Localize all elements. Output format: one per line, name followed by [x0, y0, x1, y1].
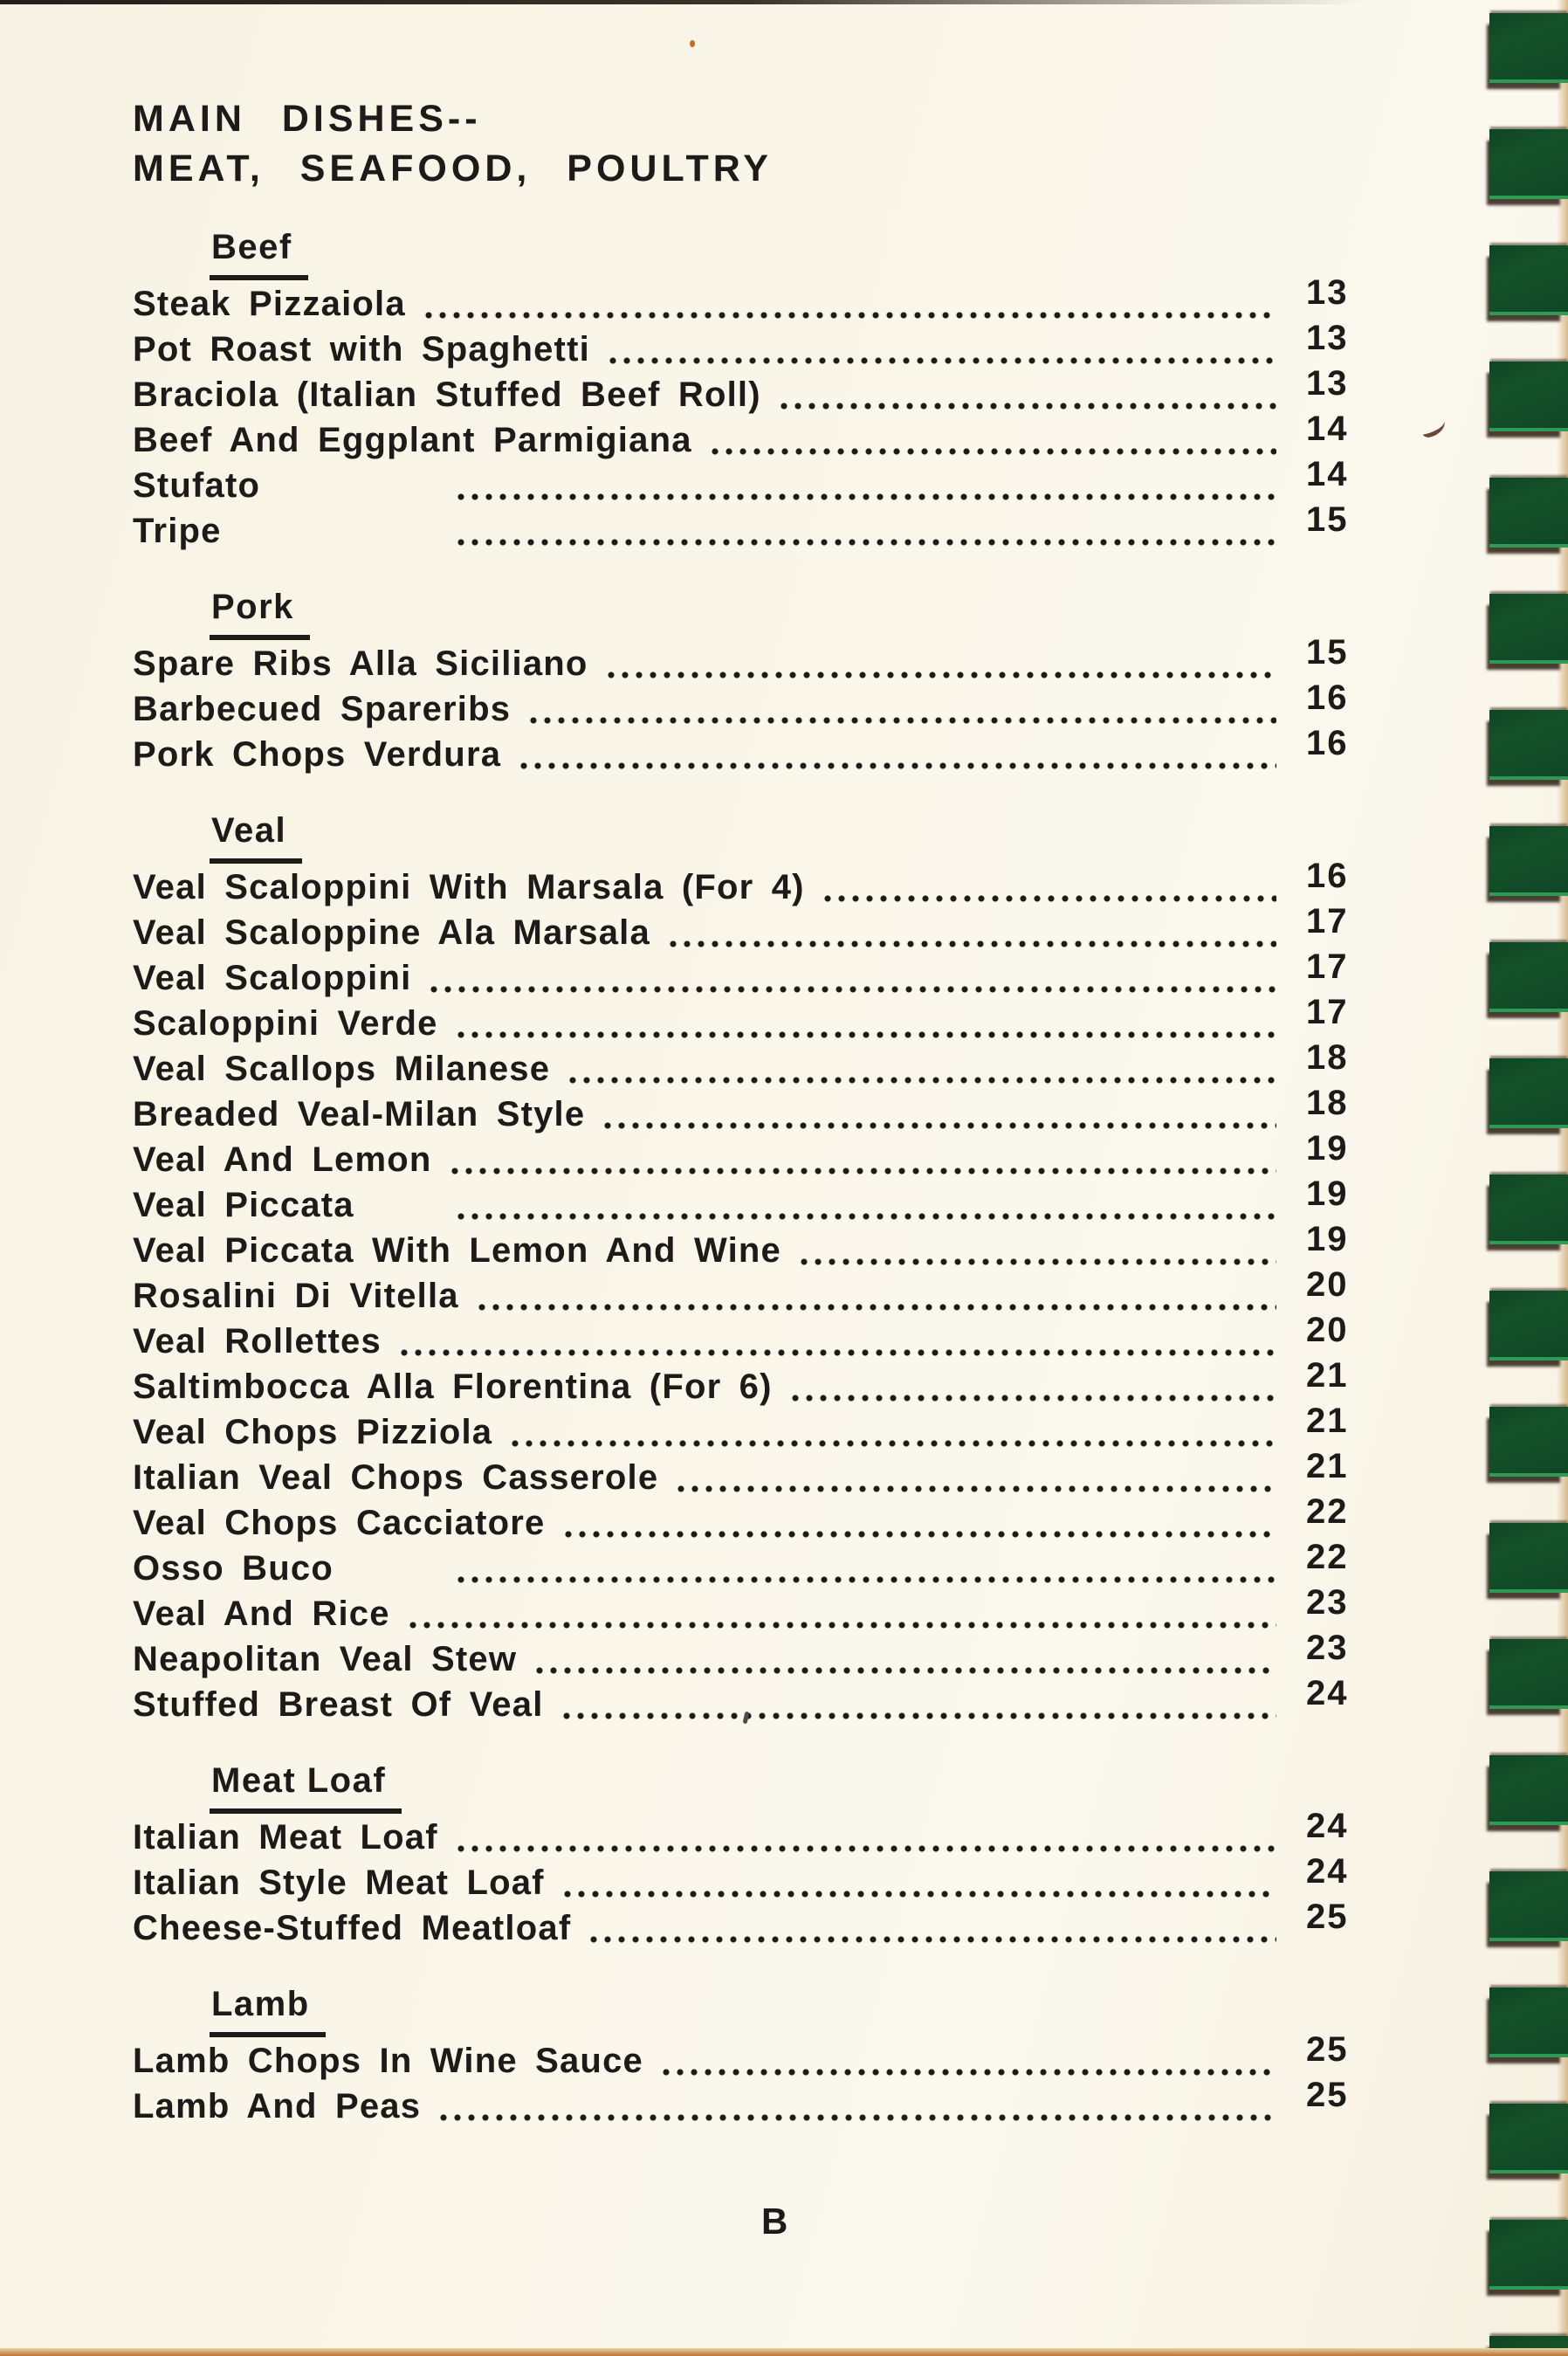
dot-leader: [656, 2038, 1276, 2084]
section-entries: [133, 1807, 1383, 1951]
scan-artifact: [690, 40, 695, 47]
table-of-contents: [133, 94, 1383, 2129]
toc-entry: [133, 1492, 1383, 1546]
dish-name: Veal Scallops Milanese: [133, 1050, 551, 1088]
dot-leader: [444, 1137, 1277, 1182]
scan-artifact: [1420, 416, 1448, 439]
dish-name: Veal And Lemon: [133, 1140, 432, 1179]
toc-entry: [133, 947, 1383, 1001]
dish-name: Italian Meat Loaf: [133, 1818, 438, 1857]
dot-leader: [705, 417, 1276, 463]
page-right-edge: [1557, 0, 1568, 2356]
page-number: 18: [1306, 1084, 1349, 1122]
dot-leader: [505, 1409, 1276, 1455]
dot-leader: [557, 1860, 1276, 1905]
dot-leader: [513, 732, 1276, 777]
section-heading-text: Lamb: [210, 1981, 326, 2037]
toc-entry: [133, 1038, 1383, 1092]
title-line-1: MAIN DISHES--: [133, 98, 482, 140]
section-heading: [210, 583, 1383, 630]
dot-leader: [601, 641, 1276, 686]
dot-leader: [597, 1092, 1276, 1137]
page-number: 20: [1306, 1311, 1349, 1349]
toc-entry: [133, 1852, 1383, 1905]
dish-name: Beef And Eggplant Parmigiana: [133, 421, 692, 459]
toc-entry: [133, 1538, 1383, 1591]
dot-leader: [556, 1682, 1276, 1727]
dish-name: Breaded Veal-Milan Style: [133, 1095, 586, 1133]
page-number: 13: [1306, 364, 1349, 403]
dot-leader: [562, 1046, 1276, 1092]
dish-name: Cheese-Stuffed Meatloaf: [133, 1909, 572, 1947]
dish-name: Osso Buco: [133, 1549, 334, 1588]
dot-leader: [602, 327, 1276, 372]
dot-leader: [663, 910, 1276, 955]
section-heading-text: Meat Loaf: [210, 1757, 402, 1814]
dot-leader: [450, 508, 1276, 554]
dot-leader: [471, 1273, 1276, 1319]
toc-entry: [133, 455, 1383, 508]
page-number: 22: [1306, 1538, 1349, 1576]
toc-entry: [133, 1265, 1383, 1319]
toc-sections: [133, 224, 1383, 2129]
dot-leader: [450, 1001, 1276, 1046]
page-number: 25: [1306, 1898, 1349, 1936]
toc-entry: [133, 410, 1383, 463]
dish-name: Veal Piccata: [133, 1186, 354, 1224]
dot-leader: [423, 955, 1276, 1001]
page-number: 20: [1306, 1265, 1349, 1304]
dot-leader: [450, 1182, 1276, 1228]
dot-leader: [774, 372, 1276, 417]
title-line-2: MEAT, SEAFOOD, POULTRY: [133, 148, 773, 189]
dot-leader: [402, 1591, 1276, 1636]
page-number: 14: [1306, 455, 1349, 493]
page-number: 17: [1306, 993, 1349, 1031]
dish-name: Neapolitan Veal Stew: [133, 1640, 518, 1678]
toc-entry: [133, 724, 1383, 777]
toc-entry: [133, 1807, 1383, 1860]
dish-name: Stuffed Breast Of Veal: [133, 1685, 544, 1724]
page-number: 19: [1306, 1129, 1349, 1168]
section-entries: [133, 857, 1383, 1727]
page-number: 23: [1306, 1629, 1349, 1667]
page-number: 25: [1306, 2030, 1349, 2069]
toc-section: [133, 807, 1383, 1727]
toc-entry: [133, 993, 1383, 1046]
toc-section: [133, 224, 1383, 554]
dot-leader: [794, 1228, 1276, 1273]
toc-entry: [133, 1447, 1383, 1500]
toc-entry: [133, 1583, 1383, 1636]
toc-section: [133, 1981, 1383, 2129]
section-entries: [133, 633, 1383, 777]
page-number: 15: [1306, 633, 1349, 672]
page-bottom-edge: [0, 2348, 1568, 2356]
dish-name: Veal Rollettes: [133, 1322, 382, 1361]
toc-entry: [133, 364, 1383, 417]
page-number: 24: [1306, 1674, 1349, 1712]
dish-name: Pork Chops Verdura: [133, 735, 502, 774]
dish-name: Veal Scaloppini With Marsala (For 4): [133, 868, 805, 906]
page-number: 25: [1306, 2076, 1349, 2114]
page-title: [133, 94, 1383, 194]
toc-entry: [133, 2030, 1383, 2084]
section-entries: [133, 2030, 1383, 2129]
page-number: 17: [1306, 902, 1349, 940]
page-number: 13: [1306, 319, 1349, 357]
toc-section: [133, 1757, 1383, 1951]
section-heading: [210, 1981, 1383, 2028]
dish-name: Braciola (Italian Stuffed Beef Roll): [133, 375, 761, 414]
page-number: 24: [1306, 1852, 1349, 1891]
dish-name: Pot Roast with Spaghetti: [133, 330, 590, 369]
page-number: 21: [1306, 1356, 1349, 1395]
dish-name: Veal Scaloppini: [133, 959, 412, 997]
dish-name: Spare Ribs Alla Siciliano: [133, 644, 588, 683]
dot-leader: [450, 463, 1276, 508]
page-number: 18: [1306, 1038, 1349, 1077]
dot-leader: [394, 1319, 1276, 1364]
section-heading: [210, 1757, 1383, 1804]
section-entries: [133, 273, 1383, 554]
dish-name: Veal Scaloppine Ala Marsala: [133, 913, 650, 952]
dish-name: Veal Chops Cacciatore: [133, 1504, 546, 1542]
dish-name: Barbecued Spareribs: [133, 690, 512, 728]
toc-entry: [133, 1674, 1383, 1727]
dish-name: Tripe: [133, 512, 222, 550]
toc-entry: [133, 633, 1383, 686]
toc-entry: [133, 1220, 1383, 1273]
page-number: 21: [1306, 1402, 1349, 1440]
toc-entry: [133, 857, 1383, 910]
toc-entry: [133, 1175, 1383, 1228]
dish-name: Rosalini Di Vitella: [133, 1277, 459, 1315]
dish-name: Italian Style Meat Loaf: [133, 1863, 545, 1902]
dot-leader: [671, 1455, 1276, 1500]
toc-entry: [133, 1084, 1383, 1137]
page-number: 17: [1306, 947, 1349, 986]
toc-entry: [133, 1898, 1383, 1951]
dish-name: Saltimbocca Alla Florentina (For 6): [133, 1367, 773, 1406]
section-heading: [210, 224, 1383, 271]
toc-entry: [133, 1629, 1383, 1682]
section-heading-text: Pork: [210, 583, 310, 640]
section-heading-text: Beef: [210, 224, 308, 280]
dot-leader: [450, 1546, 1276, 1591]
dot-leader: [558, 1500, 1277, 1546]
page-number: 19: [1306, 1220, 1349, 1258]
dot-leader: [433, 2084, 1276, 2129]
section-heading: [210, 807, 1383, 854]
dish-name: Lamb And Peas: [133, 2087, 422, 2125]
toc-entry: [133, 319, 1383, 372]
page-number: 15: [1306, 500, 1349, 539]
page-number: 23: [1306, 1583, 1349, 1622]
dish-name: Italian Veal Chops Casserole: [133, 1458, 659, 1497]
page-number: 14: [1306, 410, 1349, 448]
section-heading-text: Veal: [210, 807, 302, 864]
toc-entry: [133, 679, 1383, 732]
toc-entry: [133, 1129, 1383, 1182]
dish-name: Veal Piccata With Lemon And Wine: [133, 1231, 781, 1270]
dot-leader: [529, 1636, 1276, 1682]
toc-section: [133, 583, 1383, 777]
dish-name: Stufato: [133, 466, 261, 505]
page-number: 19: [1306, 1175, 1349, 1213]
page-footer-letter: B: [761, 2201, 789, 2242]
page-number: 16: [1306, 857, 1349, 895]
toc-entry: [133, 902, 1383, 955]
page-number: 13: [1306, 273, 1349, 312]
dot-leader: [583, 1905, 1276, 1951]
page-top-edge: [0, 0, 1366, 4]
dot-leader: [523, 686, 1276, 732]
dish-name: Veal Chops Pizziola: [133, 1413, 493, 1451]
toc-entry: [133, 2076, 1383, 2129]
dot-leader: [418, 281, 1276, 327]
dish-name: Steak Pizzaiola: [133, 285, 406, 323]
toc-entry: [133, 273, 1383, 327]
toc-entry: [133, 1311, 1383, 1364]
dish-name: Scaloppini Verde: [133, 1004, 438, 1043]
dot-leader: [785, 1364, 1276, 1409]
toc-entry: [133, 500, 1383, 554]
dish-name: Lamb Chops In Wine Sauce: [133, 2042, 643, 2080]
page-number: 22: [1306, 1492, 1349, 1531]
toc-entry: [133, 1402, 1383, 1455]
page-number: 16: [1306, 679, 1349, 717]
dot-leader: [450, 1815, 1276, 1860]
page-number: 21: [1306, 1447, 1349, 1485]
dish-name: Veal And Rice: [133, 1595, 390, 1633]
page-number: 24: [1306, 1807, 1349, 1845]
page-number: 16: [1306, 724, 1349, 762]
toc-entry: [133, 1356, 1383, 1409]
dot-leader: [817, 865, 1276, 910]
